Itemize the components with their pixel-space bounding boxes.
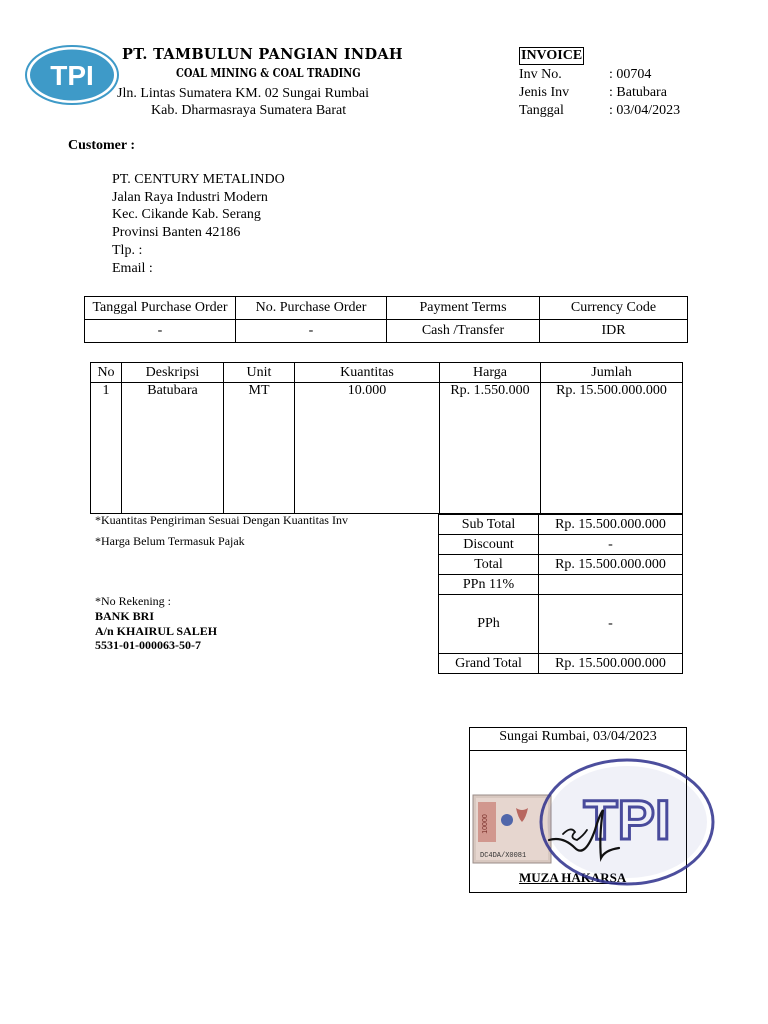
bank-account-holder: A/n KHAIRUL SALEH: [95, 624, 218, 638]
customer-address-line1: Jalan Raya Industri Modern: [112, 190, 268, 205]
ppn-value: [539, 575, 683, 595]
items-header-unit: Unit: [224, 363, 295, 383]
invoice-date-value: : 03/04/2023: [609, 103, 681, 118]
invoice-type-row: [519, 85, 667, 101]
item-no: 1: [91, 383, 122, 514]
signer-name: MUZA HAKARSA: [519, 870, 627, 885]
pph-value: -: [539, 595, 683, 654]
items-table: [90, 362, 683, 514]
customer-email: Email :: [112, 261, 153, 276]
item-description: Batubara: [122, 383, 224, 514]
invoice-title: INVOICE: [521, 48, 583, 63]
signature-place-date: Sungai Rumbai, 03/04/2023: [470, 728, 686, 751]
summary-row-total: [439, 555, 683, 575]
summary-row-discount: [439, 535, 683, 555]
po-number-value: -: [236, 320, 387, 343]
bank-name: BANK BRI: [95, 609, 155, 623]
items-header-amount: Jumlah: [541, 363, 683, 383]
meterai-value: 10000: [482, 814, 489, 834]
signature-mark: [545, 790, 625, 870]
po-header-number: No. Purchase Order: [236, 297, 387, 320]
summary-row-ppn: [439, 575, 683, 595]
company-tagline: COAL MINING & COAL TRADING: [176, 66, 361, 80]
items-header-row: [91, 363, 683, 383]
summary-table: [438, 514, 683, 674]
bank-account-label: *No Rekening :: [95, 594, 171, 608]
total-value: Rp. 15.500.000.000: [539, 555, 683, 575]
summary-row-pph: [439, 595, 683, 654]
bank-account-number: 5531-01-000063-50-7: [95, 638, 201, 652]
ppn-label: PPn 11%: [439, 575, 539, 595]
po-header-currency: Currency Code: [540, 297, 688, 320]
grand-total-label: Grand Total: [439, 654, 539, 674]
company-name: PT. TAMBULUN PANGIAN INDAH: [122, 46, 403, 63]
table-row: [91, 383, 683, 514]
customer-address-line3: Provinsi Banten 42186: [112, 225, 241, 240]
summary-row-subtotal: [439, 515, 683, 535]
customer-label: Customer :: [68, 138, 136, 153]
item-amount: Rp. 15.500.000.000: [541, 383, 683, 514]
invoice-number-label: Inv No.: [519, 67, 562, 82]
summary-row-grand-total: [439, 654, 683, 674]
company-logo: [24, 44, 120, 106]
items-header-no: No: [91, 363, 122, 383]
grand-total-value: Rp. 15.500.000.000: [539, 654, 683, 674]
customer-address-line2: Kec. Cikande Kab. Serang: [112, 207, 261, 222]
discount-value: -: [539, 535, 683, 555]
po-value-row: [85, 320, 688, 343]
items-header-price: Harga: [440, 363, 541, 383]
customer-name: PT. CENTURY METALINDO: [112, 172, 285, 187]
po-header-payment-terms: Payment Terms: [387, 297, 540, 320]
note-quantity: *Kuantitas Pengiriman Sesuai Dengan Kuantitas Inv: [95, 513, 348, 527]
company-address-line1: Jln. Lintas Sumatera KM. 02 Sungai Rumbai: [117, 86, 369, 101]
note-tax: *Harga Belum Termasuk Pajak: [95, 534, 245, 548]
invoice-date-row: [519, 103, 680, 119]
pph-label: PPh: [439, 595, 539, 654]
items-header-quantity: Kuantitas: [295, 363, 440, 383]
invoice-type-label: Jenis Inv: [519, 85, 570, 100]
subtotal-value: Rp. 15.500.000.000: [539, 515, 683, 535]
discount-label: Discount: [439, 535, 539, 555]
po-header-date: Tanggal Purchase Order: [85, 297, 236, 320]
item-unit: MT: [224, 383, 295, 514]
subtotal-label: Sub Total: [439, 515, 539, 535]
stamp-text: TPI: [583, 788, 671, 851]
po-currency-value: IDR: [540, 320, 688, 343]
item-quantity: 10.000: [295, 383, 440, 514]
purchase-order-table: [84, 296, 688, 343]
item-price: Rp. 1.550.000: [440, 383, 541, 514]
po-date-value: -: [85, 320, 236, 343]
invoice-type-value: : Batubara: [609, 85, 667, 100]
total-label: Total: [439, 555, 539, 575]
customer-phone: Tlp. :: [112, 243, 143, 258]
items-header-description: Deskripsi: [122, 363, 224, 383]
po-payment-terms-value: Cash /Transfer: [387, 320, 540, 343]
logo-text: TPI: [50, 60, 94, 91]
meterai-code: DC4DA/X0081: [480, 852, 527, 860]
po-header-row: [85, 297, 688, 320]
invoice-number-row: [519, 67, 651, 83]
company-address-line2: Kab. Dharmasraya Sumatera Barat: [151, 103, 347, 118]
invoice-number-value: : 00704: [609, 67, 652, 82]
invoice-date-label: Tanggal: [519, 103, 564, 118]
